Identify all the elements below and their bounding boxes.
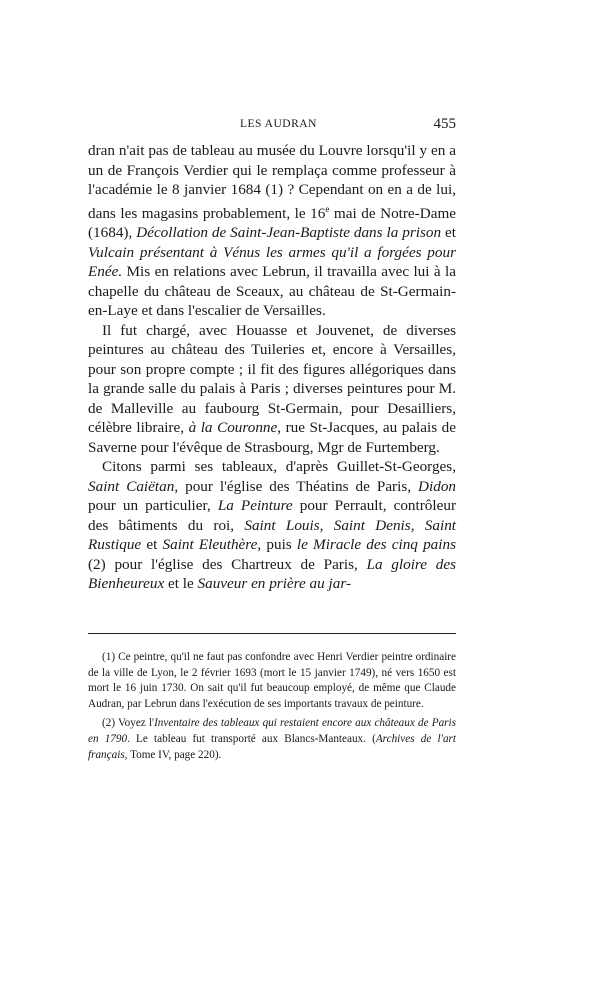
paragraph-3 [88, 457, 456, 594]
text-run: pour un particulier, [88, 497, 218, 515]
artwork-title: Sauveur en prière au jar- [197, 575, 352, 593]
text-run: et [441, 224, 456, 242]
text-run: et le [164, 575, 198, 593]
artwork-title: le Miracle des cinq pains [296, 536, 456, 554]
artwork-title: La Peinture [217, 497, 293, 515]
artwork-title: Didon [418, 477, 457, 495]
artwork-title: Saint Caiëtan [88, 477, 175, 495]
paragraph-2 [88, 321, 456, 458]
running-title: LES AUDRAN [240, 118, 317, 130]
text-run: (2) Voyez l' [102, 717, 155, 730]
text-run: , pour l'église des Théatins de Paris, [174, 477, 419, 495]
body-text [88, 141, 456, 594]
artwork-title: La gloire des Bienheureux [88, 555, 456, 593]
text-run: Mis en relations avec Lebrun, il travailla avec lui à la chapelle du château de Sceaux, au château de St-Germain-en-Laye et dans l'escalier de Versailles. [88, 263, 456, 320]
footnote-2 [88, 716, 456, 763]
artwork-title: Vulcain présentant à Vénus les armes qu'il a forgées pour Enée. [88, 243, 456, 281]
footnote-divider [88, 633, 456, 634]
publication-title: Archives de l'art français, [88, 732, 456, 761]
footnotes [88, 650, 456, 767]
page-header [88, 118, 456, 138]
page-number: 455 [433, 116, 456, 132]
document-title: Inventaire des tableaux qui restaient encore aux châteaux de Paris en 1790 [88, 717, 456, 745]
text-run: , rue St-Jacques, au palais de Saverne pour l'évêque de Strasbourg, Mgr de Furtemberg. [88, 419, 457, 456]
footnote-1: (1) Ce peintre, qu'il ne faut pas confondre avec Henri Verdier peintre ordinaire de la ville de Lyon, le 2 février 1693 (mort le 15 janvier 1749), né vers 1650 est mort le 16 juin 1730. On sait qu'il fut beaucoup employé, de même que Claude Audran, par Lebrun dans l'exécution de ses importants travaux de peinture. [88, 651, 456, 710]
text-run: (2) pour l'église des Chartreux de Paris, [88, 555, 367, 573]
text-run: pour Perrault, contrôleur des bâtiments du roi, [88, 497, 456, 534]
paragraph-1 [88, 141, 456, 321]
text-run: et [141, 536, 163, 554]
superscript: e [325, 203, 330, 214]
artwork-title: Saint Eleuthère [162, 536, 258, 554]
artwork-title: Saint Louis, Saint Denis, Saint Rustique [88, 516, 457, 554]
text-run: mai de Notre-Dame (1684), [88, 204, 456, 242]
text-run: dran n'ait pas de tableau au musée du Louvre lorsqu'il y en a un de François Verdier qui le remplaça comme professeur à l'académie le 8 janvier 1684 (1) ? Cependant on en a de lui, dans les magasins probablement, le 16 [88, 142, 456, 222]
text-run: . Le tableau fut transporté aux Blancs-Manteaux. ( [127, 732, 376, 745]
text-run: , puis [257, 536, 297, 554]
text-run: Il fut chargé, avec Houasse et Jouvenet, de diverses peintures au château des Tuileries et, encore à Versailles, pour son propre compte ; il fit des figures allégoriques dans la grande salle du palais à Paris ; diverses peintures pour M. de Malleville au faubourg St-Germain, pour Desailliers, célèbre libraire, [88, 321, 456, 437]
text-run: Citons parmi ses tableaux, d'après Guillet-St-Georges, [102, 458, 456, 476]
text-run: Tome IV, page 220). [127, 748, 222, 761]
artwork-title: Décollation de Saint-Jean-Baptiste dans la prison [136, 224, 442, 242]
shop-sign: à la Couronne [188, 419, 278, 437]
